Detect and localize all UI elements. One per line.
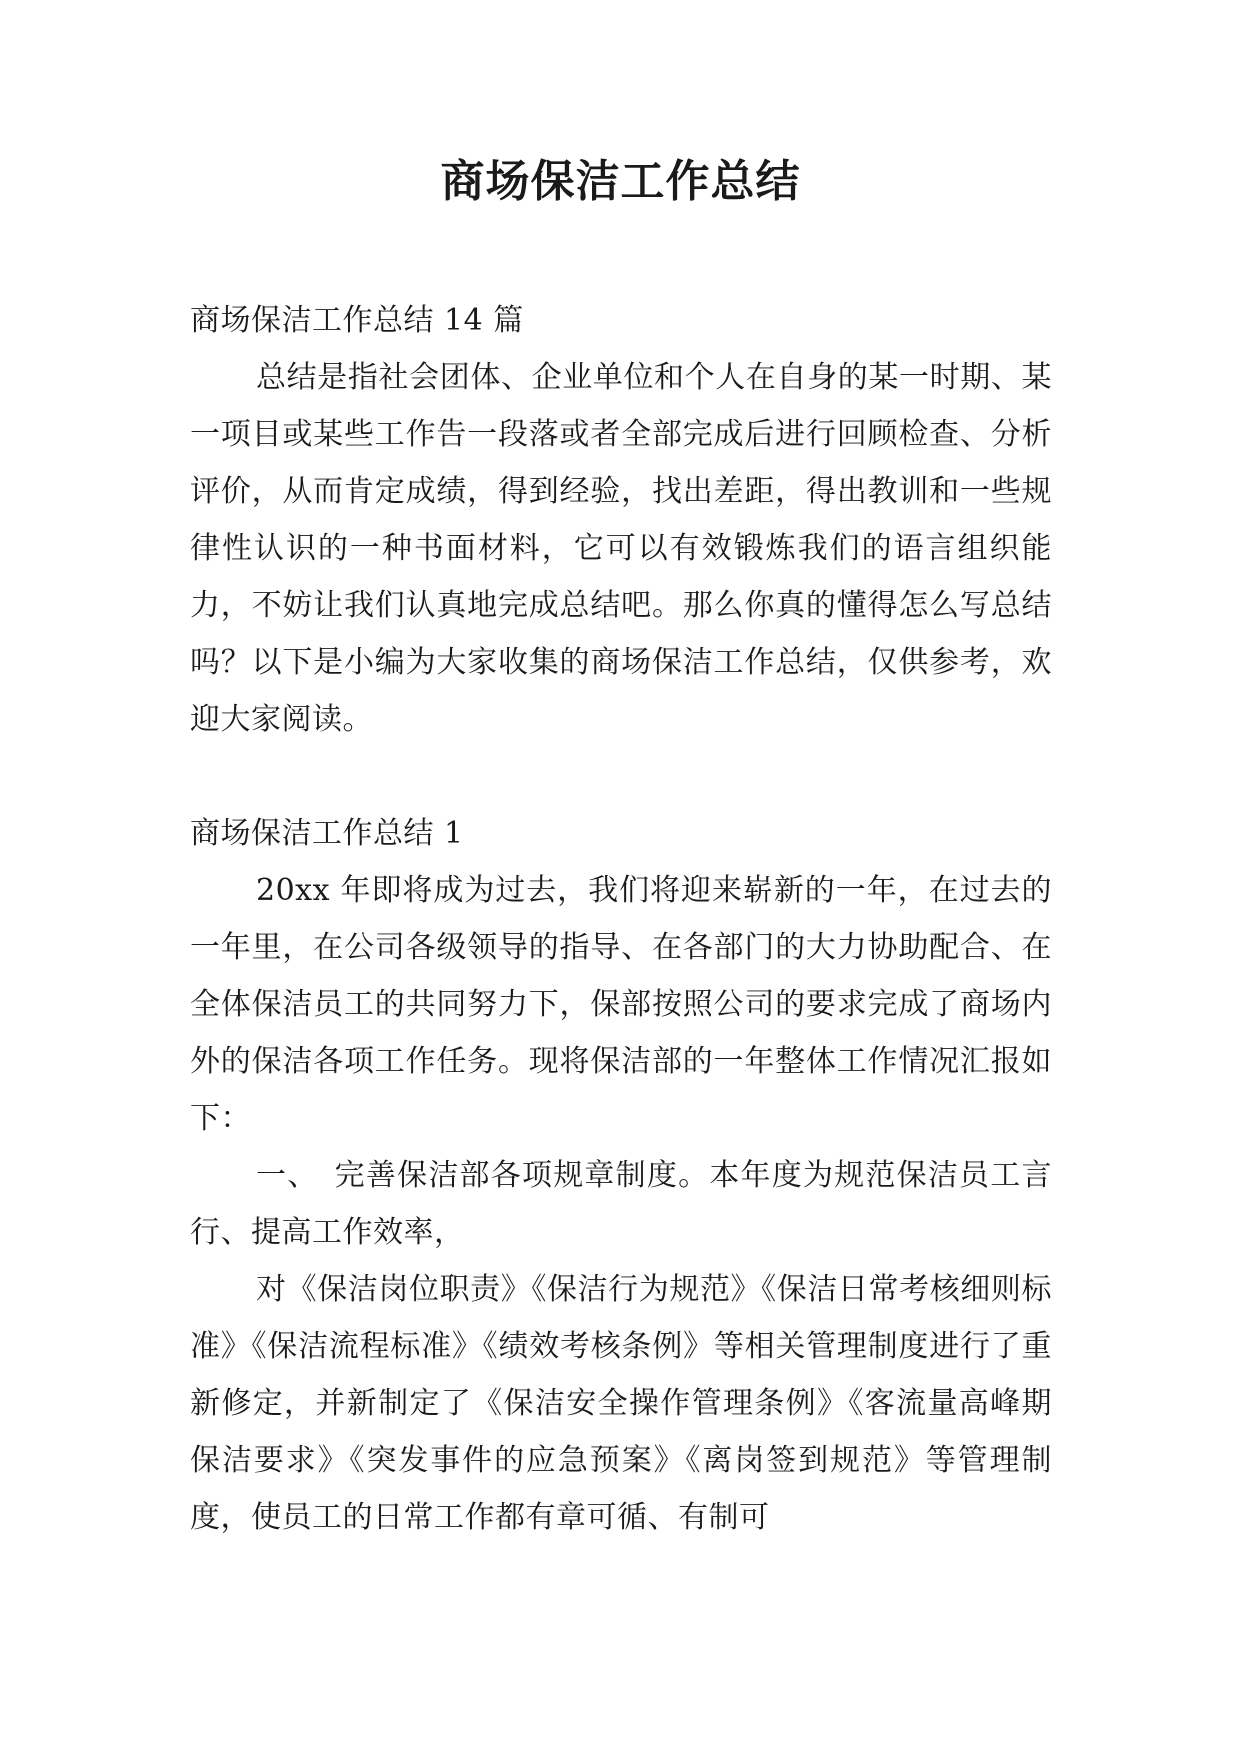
document-body bbox=[190, 292, 1052, 1546]
body-paragraph: 20xx 年即将成为过去，我们将迎来崭新的一年，在过去的一年里，在公司各级领导的指导、在各部门的大力协助配合、在全体保洁员工的共同努力下，保部按照公司的要求完成了商场内外的保洁各项工作任务。现将保洁部的一年整体工作情况汇报如下： bbox=[190, 873, 1052, 1136]
document-title: 商场保洁工作总结 bbox=[440, 156, 801, 207]
body-paragraph: 一、 完善保洁部各项规章制度。本年度为规范保洁员工言行、提高工作效率， bbox=[190, 1158, 1052, 1250]
paragraph-spacer bbox=[190, 748, 1052, 805]
section-heading: 商场保洁工作总结 1 bbox=[190, 816, 464, 851]
document-subtitle: 商场保洁工作总结 14 篇 bbox=[190, 303, 524, 338]
body-paragraph: 对《保洁岗位职责》《保洁行为规范》《保洁日常考核细则标准》《保洁流程标准》《绩效考核条例》等相关管理制度进行了重新修定，并新制定了《保洁安全操作管理条例》《客流量高峰期保洁要求》《突发事件的应急预案》《离岗签到规范》等管理制度，使员工的日常工作都有章可循、有制可 bbox=[190, 1272, 1052, 1535]
intro-paragraph: 总结是指社会团体、企业单位和个人在自身的某一时期、某一项目或某些工作告一段落或者全部完成后进行回顾检查、分析评价，从而肯定成绩，得到经验，找出差距，得出教训和一些规律性认识的一种书面材料，它可以有效锻炼我们的语言组织能力，不妨让我们认真地完成总结吧。那么你真的懂得怎么写总结吗？以下是小编为大家收集的商场保洁工作总结，仅供参考，欢迎大家阅读。 bbox=[190, 360, 1052, 737]
